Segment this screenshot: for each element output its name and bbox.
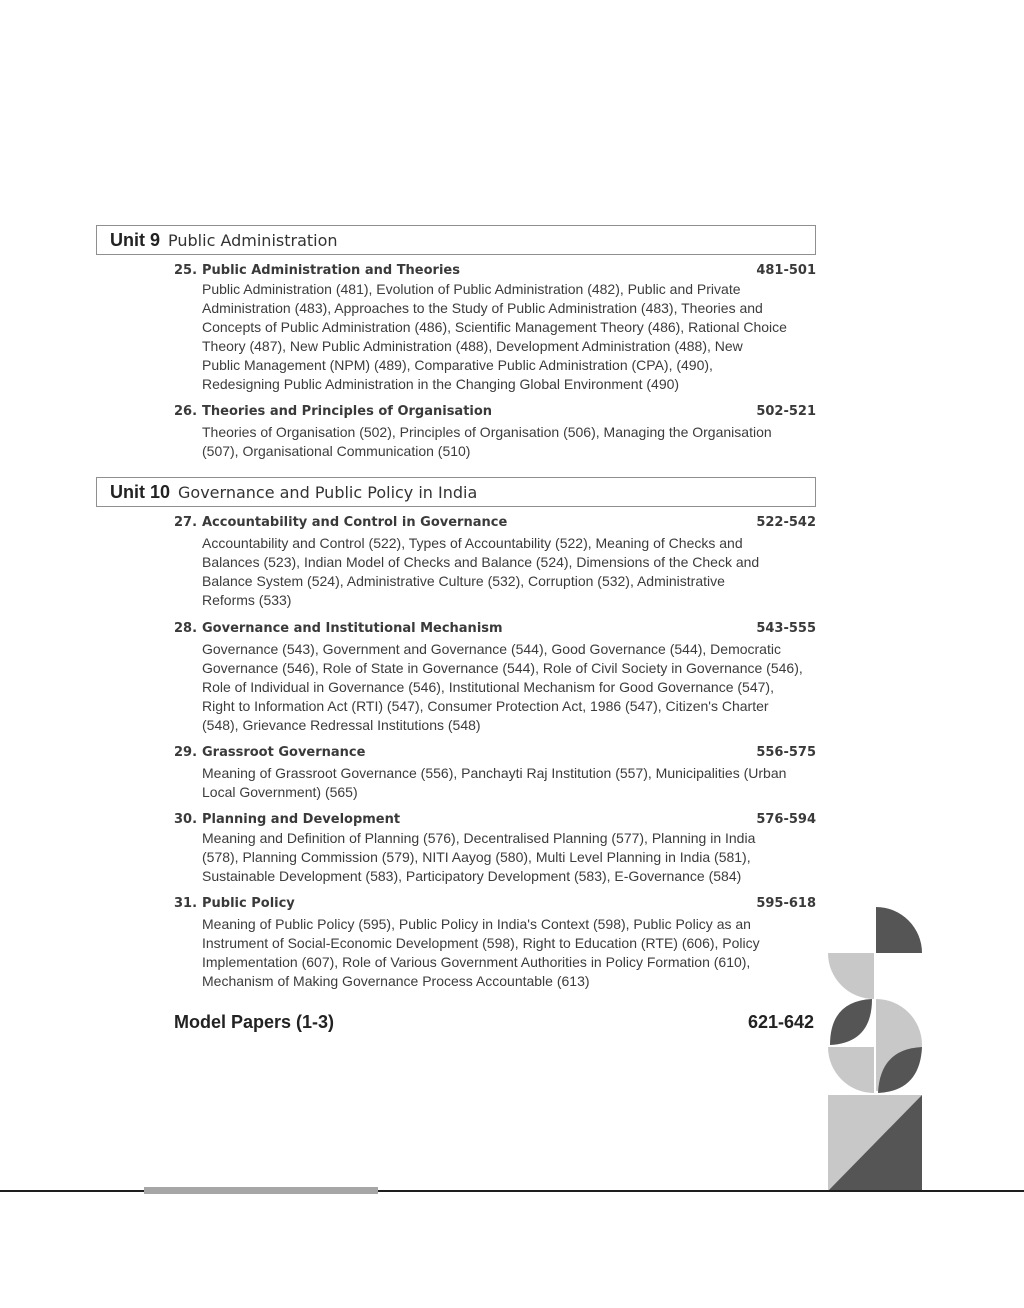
footer-accent-bar [144, 1187, 378, 1194]
chapter-heading [174, 402, 816, 421]
decorative-geometric-shapes-icon [826, 905, 924, 1193]
chapter-number: 31. [174, 896, 198, 911]
chapter-title: Theories and Principles of Organisation [202, 404, 493, 419]
chapter-31[interactable] [174, 894, 816, 991]
quarter-circle-dark-shape [876, 907, 922, 953]
chapter-28[interactable] [174, 619, 816, 735]
chapter-title: Accountability and Control in Governance [202, 515, 508, 530]
chapter-title: Governance and Institutional Mechanism [202, 621, 503, 636]
unit-9-header [96, 225, 816, 255]
unit-title: Public Administration [168, 230, 338, 250]
chapter-number: 29. [174, 745, 198, 760]
chapter-pages: 502-521 [756, 404, 816, 419]
chapter-number: 25. [174, 263, 198, 278]
chapter-title: Planning and Development [202, 812, 401, 827]
chapter-topics: Meaning of Grassroot Governance (556), Panchayti Raj Institution (557), Municipalities (Urban Local Government) (565) [202, 765, 787, 800]
chapter-29[interactable] [174, 743, 816, 802]
chapter-title: Grassroot Governance [202, 745, 366, 760]
chapter-number: 28. [174, 621, 198, 636]
chapter-heading [174, 513, 816, 532]
chapter-title: Public Policy [202, 896, 295, 911]
chapter-heading [174, 743, 816, 762]
chapter-heading [174, 619, 816, 638]
chapter-number: 30. [174, 812, 198, 827]
chapter-topics: Theories of Organisation (502), Principles of Organisation (506), Managing the Organisation (507), Organisational Communication (510) [202, 424, 772, 459]
quarter-circle-light-shape [828, 953, 874, 999]
chapter-pages: 543-555 [756, 621, 816, 636]
chapter-heading [174, 894, 816, 913]
chapter-heading [174, 810, 816, 829]
model-papers-row[interactable] [174, 1011, 814, 1033]
chapter-topics: Meaning and Definition of Planning (576), Decentralised Planning (577), Planning in India (578), Planning Commission (579), NITI Aayog (580), Multi Level Planning in India (581), Sustainable Development (583), Participatory Development (583), E-Governance (584) [202, 830, 756, 884]
chapter-topics: Public Administration (481), Evolution of Public Administration (482), Public and Private Administration (483), Approaches to the Study of Public Administration (483), Theories and Concepts of Public Administration (486), Scientific Management Theory (486), Rational Choice Theory (487), New Public Administration (488), Development Administration (488), New Public Management (NPM) (489), Comparative Public Administration (CPA), (490), Redesigning Public Administration in the Changing Global Environment (490) [202, 281, 787, 392]
unit-label: Unit 10 [110, 481, 171, 502]
chapter-pages: 595-618 [756, 896, 816, 911]
model-papers-pages: 621-642 [747, 1011, 814, 1032]
chapter-number: 27. [174, 515, 198, 530]
chapter-30[interactable] [174, 810, 816, 886]
leaf-dark-shape [830, 999, 872, 1045]
chapter-topics: Meaning of Public Policy (595), Public Policy in India's Context (598), Public Policy as an Instrument of Social-Economic Development (598), Right to Education (RTE) (606), Policy Implementation (607), Role of Various Government Authorities in Policy Formation (610), Mechanism of Making Governance Process Accountable (613) [202, 916, 760, 989]
chapter-topics: Governance (543), Government and Governance (544), Good Governance (544), Democratic Governance (546), Role of State in Governance (544), Role of Civil Society in Governance (546), Role of Individual in Governance (546), Institutional Mechanism for Good Governance (547), Right to Information Act (RTI) (547), Consumer Protection Act, 1986 (547), Citizen's Charter (548), Grievance Redressal Institutions (548) [202, 641, 803, 733]
chapter-pages: 481-501 [756, 263, 816, 278]
unit-10-header [96, 477, 816, 507]
chapter-title: Public Administration and Theories [202, 263, 460, 278]
chapter-pages: 576-594 [756, 812, 816, 827]
unit-label: Unit 9 [110, 229, 161, 250]
chapter-pages: 522-542 [756, 515, 816, 530]
chapter-26[interactable] [174, 402, 816, 461]
model-papers-label: Model Papers (1-3) [174, 1011, 335, 1032]
chapter-heading [174, 261, 816, 280]
chapter-25[interactable] [174, 261, 816, 394]
quarter-circle-light-shape-2 [828, 1047, 874, 1093]
chapter-number: 26. [174, 404, 198, 419]
chapter-pages: 556-575 [756, 745, 816, 760]
chapter-27[interactable] [174, 513, 816, 610]
unit-title: Governance and Public Policy in India [178, 482, 478, 502]
chapter-topics: Accountability and Control (522), Types of Accountability (522), Meaning of Checks and Balances (523), Indian Model of Checks and Balance (524), Dimensions of the Check and Balance System (524), Administrative Culture (532), Corruption (532), Administrative Reforms (533) [202, 535, 760, 608]
